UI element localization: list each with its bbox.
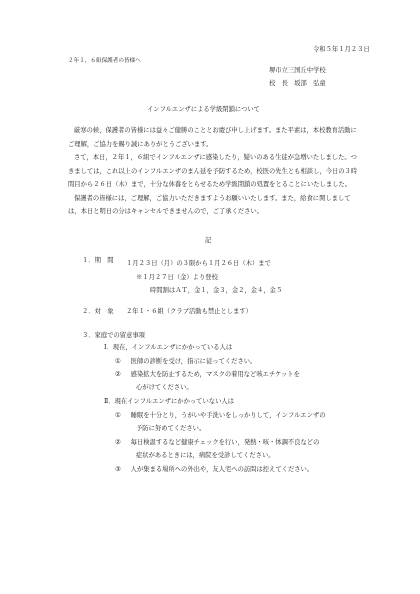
document-title: インフルエンザによる学級閉鎖について: [147, 106, 260, 113]
list-item: [115, 371, 300, 380]
item-text: 感染拡大を防止するため，マスクの着用など咳エチケットを: [130, 371, 300, 378]
principal-name: 校 長 坂部 弘童: [269, 80, 326, 87]
item-text: 人が集まる場所への外出や，友人宅への訪問は控えてください。: [130, 466, 314, 473]
list-item: [115, 412, 326, 421]
section2-heading: Ⅱ．現在インフルエンザにかかっていない人は: [104, 398, 234, 405]
section1-heading: Ⅰ．現在，インフルエンザにかかっている人は: [104, 344, 233, 351]
item-text: 毎日検温するなど健康チェックを行い，発熱・咳・体調不良などの: [130, 439, 320, 446]
list-item: [115, 466, 313, 475]
item-text: 医師の診断を受け，指示に従ってください。: [130, 358, 257, 365]
period-details: [126, 257, 282, 298]
paragraph-request: 保護者の皆様には，ご理解，ご協力いただきますようお願いいたします。また，給食に関しましては，本日と明日の分はキャンセルできませんので，ご了承ください。: [68, 194, 351, 215]
item-number: ③: [115, 466, 121, 473]
target-value: ２年１・６組（クラブ活動も禁止とします）: [126, 308, 252, 315]
item-text: 睡眠を十分とり，うがいや手洗いをしっかりして，インフルエンザの: [130, 412, 326, 419]
ki-heading: 記: [205, 237, 212, 244]
item-number: ②: [115, 371, 121, 378]
date: 令和５年１月２３日: [313, 46, 370, 53]
list-item-continuation: 予防に努めてください。: [136, 425, 206, 432]
period-timetable: 時間割はＡＴ，金１，金３，金２，金４，金５: [150, 287, 283, 294]
period-dates: １月２３日（月）の３限から１月２６日（木）まで: [126, 260, 271, 267]
item-number: ①: [115, 412, 121, 419]
paragraph-greeting: 厳寒の候，保護者の皆様には益々ご健勝のこととお慶び申し上げます。また平素は，本校教育活動にご理解，ご協力を賜り誠にありがとうございます。: [68, 127, 357, 148]
body-text: [68, 124, 358, 219]
list-item: [115, 439, 319, 448]
target-label: ２．対 象: [82, 308, 114, 315]
recipient-line: ２年１，６組保護者の皆様へ: [68, 58, 141, 64]
item-number: ②: [115, 439, 121, 446]
school-name: 堺市立三国丘中学校: [269, 67, 326, 74]
list-item: [115, 358, 256, 367]
item-number: ①: [115, 358, 121, 365]
period-label: １．期 間: [82, 257, 114, 264]
notes-heading: ３．家庭での留意事項: [82, 332, 145, 339]
period-return-date: ※１月２７日（金）より登校: [136, 273, 218, 281]
list-item-continuation: 心がけてください。: [136, 384, 193, 391]
list-item-continuation: 症状があるときには，病院を受診してください。: [136, 452, 275, 459]
paragraph-closure-notice: さて，本日，２年１，６組でインフルエンザに感染したり，疑いのある生徒が急増いたしました。つきましては，これ以上のインフルエンザのまん延を予防するため，校医の先生とも相談し，今日の３時間目から２６日（木）まで，十分な休養をとらせるため学級閉鎖の処置をとることにいたしました。: [68, 154, 358, 188]
